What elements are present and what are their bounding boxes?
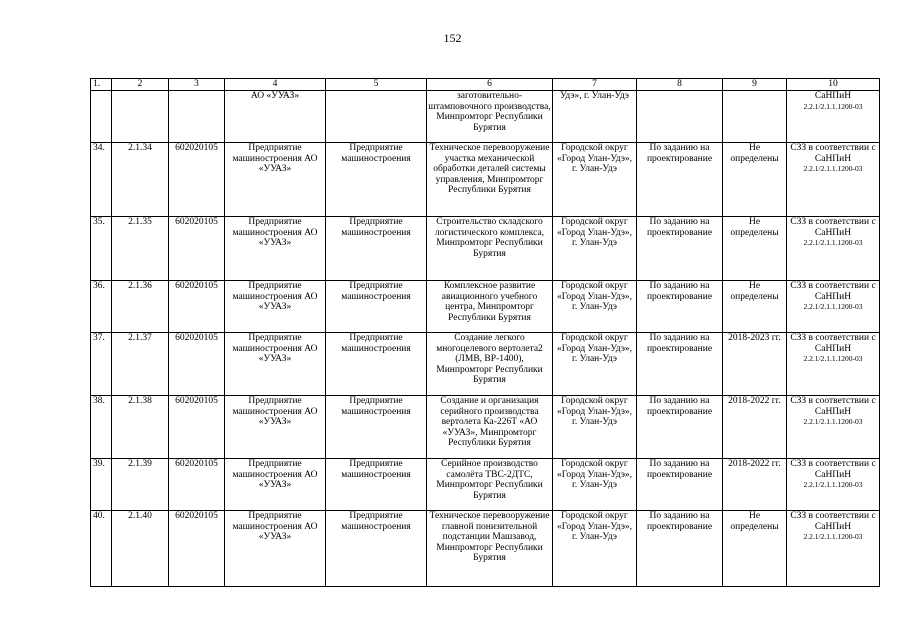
cell-object-type: Предприятие машиностроения [326,511,427,587]
cell-basis: По заданию на проектирование [637,143,723,217]
header-row [91,79,880,91]
cell-enterprise: Предприятие машиностроения АО «УУАЗ» [225,333,326,396]
sanitary-zone-text: СЗЗ в соответствии с СаНПиН [790,281,876,302]
cell-oktmo: 602020105 [169,396,225,459]
cell-enterprise: Предприятие машиностроения АО «УУАЗ» [225,396,326,459]
cell-enterprise: Предприятие машиностроения АО «УУАЗ» [225,281,326,333]
sanitary-zone-text: СЗЗ в соответствии с СаНПиН [790,333,876,354]
cell-project: Техническое перевооружение главной понизительной подстанции Машзавод, Минпромторг Республики Бурятия [427,511,553,587]
table-row [91,143,880,217]
cell-code: 2.1.38 [112,396,169,459]
table-row [91,459,880,511]
cell-code: 2.1.34 [112,143,169,217]
sanitary-code: 2.2.1/2.1.1.1200-03 [803,417,863,426]
cell-oktmo: 602020105 [169,511,225,587]
row-number: 35. [91,217,112,281]
cell-location: Городской округ «Город Улан-Удэ», г. Улан-Удэ [553,396,637,459]
cell-location: Удэ», г. Улан-Удэ [553,91,637,143]
header-cell: 4 [225,79,326,91]
row-number: 40. [91,511,112,587]
cell-code: 2.1.39 [112,459,169,511]
cell-period: Не определены [723,217,787,281]
table-row [91,281,880,333]
cell-basis: По заданию на проектирование [637,459,723,511]
cell-enterprise: Предприятие машиностроения АО «УУАЗ» [225,459,326,511]
header-cell: 1. [91,79,112,91]
sanitary-code: 2.2.1/2.1.1.1200-03 [803,238,863,247]
cell-project: Создание легкого многоцелевого вертолета2 (ЛМВ, ВР-1400), Минпромторг Республики Бурятия [427,333,553,396]
sanitary-code: 2.2.1/2.1.1.1200-03 [803,532,863,541]
document-table [90,78,880,587]
cell-period: Не определены [723,281,787,333]
cell-object-type: Предприятие машиностроения [326,281,427,333]
cell-object-type: Предприятие машиностроения [326,143,427,217]
sanitary-zone-text: СЗЗ в соответствии с СаНПиН [790,396,876,417]
row-number: 34. [91,143,112,217]
header-cell: 2 [112,79,169,91]
cell-sanitary-zone [787,281,880,333]
cell-period: Не определены [723,511,787,587]
cell-basis: По заданию на проектирование [637,281,723,333]
header-cell: 5 [326,79,427,91]
sanitary-zone-text: СЗЗ в соответствии с СаНПиН [790,143,876,164]
table-row [91,511,880,587]
cell-basis: По заданию на проектирование [637,511,723,587]
header-cell: 7 [553,79,637,91]
cell-location: Городской округ «Город Улан-Удэ», г. Улан-Удэ [553,511,637,587]
cell-location: Городской округ «Город Улан-Удэ», г. Улан-Удэ [553,143,637,217]
cell-oktmo: 602020105 [169,143,225,217]
row-number: 38. [91,396,112,459]
cell-sanitary-zone [787,333,880,396]
sanitary-code: 2.2.1/2.1.1.1200-03 [803,480,863,489]
cell-project: Серийное производство самолёта ТВС-2ДТС, Минпромторг Республики Бурятия [427,459,553,511]
cell-object-type: Предприятие машиностроения [326,459,427,511]
cell-oktmo: 602020105 [169,281,225,333]
table-row [91,333,880,396]
cell-sanitary-zone [787,91,880,143]
cell-sanitary-zone [787,511,880,587]
cell-project: Создание и организация серийного производства вертолета Ка-226Т «АО «УУАЗ», Минпромторг Республики Бурятия [427,396,553,459]
cell-code: 2.1.40 [112,511,169,587]
table-row [91,396,880,459]
cell-sanitary-zone [787,143,880,217]
header-cell: 8 [637,79,723,91]
sanitary-zone-text: СЗЗ в соответствии с СаНПиН [790,217,876,238]
cell-basis: По заданию на проектирование [637,396,723,459]
row-number: 39. [91,459,112,511]
cell-location: Городской округ «Город Улан-Удэ», г. Улан-Удэ [553,333,637,396]
cell-period: Не определены [723,143,787,217]
sanitary-code: 2.2.1/2.1.1.1200-03 [803,164,863,173]
cell-enterprise: Предприятие машиностроения АО «УУАЗ» [225,143,326,217]
cell-project: Строительство складского логистического комплекса, Минпромторг Республики Бурятия [427,217,553,281]
cell-code: 2.1.37 [112,333,169,396]
sanitary-code: 2.2.1/2.1.1.1200-03 [803,302,863,311]
row-number: 36. [91,281,112,333]
cell-object-type: Предприятие машиностроения [326,333,427,396]
cell-enterprise: Предприятие машиностроения АО «УУАЗ» [225,217,326,281]
cell-code: 2.1.36 [112,281,169,333]
sanitary-code: 2.2.1/2.1.1.1200-03 [803,354,863,363]
sanitary-code: 2.2.1/2.1.1.1200-03 [803,101,863,111]
cell-location: Городской округ «Город Улан-Удэ», г. Улан-Удэ [553,281,637,333]
cell-basis: По заданию на проектирование [637,333,723,396]
cell-oktmo: 602020105 [169,459,225,511]
header-cell: 3 [169,79,225,91]
cell-location: Городской округ «Город Улан-Удэ», г. Улан-Удэ [553,217,637,281]
cell-period: 2018-2022 гг. [723,459,787,511]
cell-basis: По заданию на проектирование [637,217,723,281]
header-cell: 9 [723,79,787,91]
cell-sanitary-zone [787,217,880,281]
table-row-continuation [91,91,880,143]
cell-object-type: Предприятие машиностроения [326,396,427,459]
header-cell: 6 [427,79,553,91]
cell-project: Техническое перевооружение участка механической обработки деталей системы управления, Минпромторг Республики Бурятия [427,143,553,217]
cell-sanitary-zone [787,396,880,459]
cell-code: 2.1.35 [112,217,169,281]
cell-sanitary-zone [787,459,880,511]
cell-location: Городской округ «Город Улан-Удэ», г. Улан-Удэ [553,459,637,511]
page-number: 152 [443,31,462,45]
row-number: 37. [91,333,112,396]
cell-project: заготовительно-штамповочного производства, Минпромторг Республики Бурятия [427,91,553,143]
cell-enterprise: Предприятие машиностроения АО «УУАЗ» [225,511,326,587]
cell-enterprise: АО «УУАЗ» [225,91,326,143]
cell-oktmo: 602020105 [169,333,225,396]
cell-object-type: Предприятие машиностроения [326,217,427,281]
header-cell: 10 [787,79,880,91]
cell-period: 2018-2023 гг. [723,333,787,396]
cell-project: Комплексное развитие авиационного учебного центра, Минпромторг Республики Бурятия [427,281,553,333]
table-row [91,217,880,281]
sanitary-zone-text: СЗЗ в соответствии с СаНПиН [790,459,876,480]
cell-oktmo: 602020105 [169,217,225,281]
sanitary-zone-text: СЗЗ в соответствии с СаНПиН [790,511,876,532]
cell-period: 2018-2022 гг. [723,396,787,459]
sanitary-zone-text: СаНПиН [814,91,852,101]
